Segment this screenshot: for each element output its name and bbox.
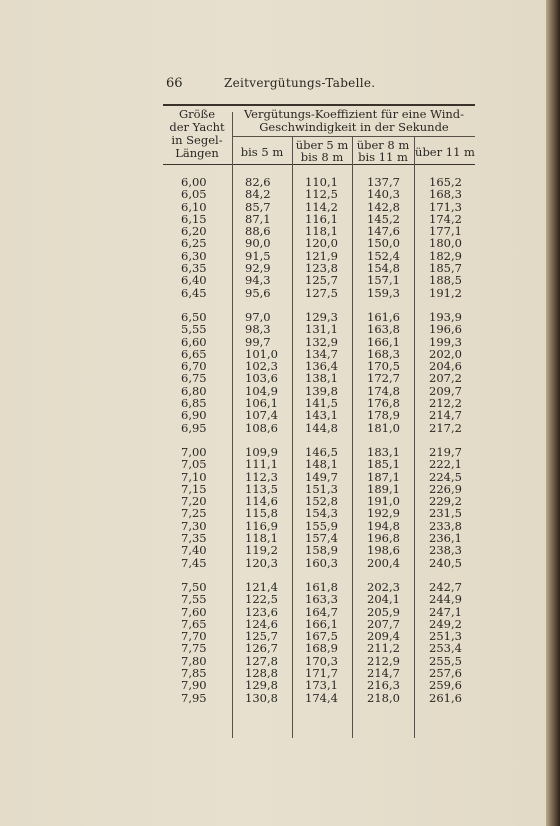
- coef-5-8m-cell: 164,7: [305, 604, 338, 619]
- coef-5-8m-cell: 148,1: [305, 457, 338, 472]
- coef-over-11m-cell: 217,2: [429, 420, 462, 435]
- coef-over-11m-cell: 202,0: [429, 346, 462, 361]
- coef-over-11m-cell: 255,5: [429, 653, 462, 668]
- coef-8-11m-cell: 189,1: [367, 481, 400, 496]
- header-line: der Yacht: [169, 120, 225, 134]
- coef-over-11m-cell: 219,7: [429, 444, 462, 459]
- coef-bis-5m-cell: 98,3: [245, 322, 271, 337]
- coef-bis-5m-cell: 112,3: [245, 469, 278, 484]
- coef-bis-5m-cell: 122,5: [245, 592, 278, 607]
- coef-over-11m-cell: 165,2: [429, 175, 462, 189]
- coef-over-11m-cell: 193,9: [429, 309, 462, 324]
- coef-over-11m-cell: 199,3: [429, 334, 462, 349]
- yacht-size-cell: 6,75: [181, 371, 207, 386]
- yacht-size-cell: 6,00: [181, 175, 207, 189]
- coef-5-8m-cell: 161,8: [305, 579, 338, 594]
- coef-8-11m-cell: 181,0: [367, 420, 400, 435]
- coef-over-11m-cell: 182,9: [429, 248, 462, 263]
- coef-over-11m-cell: 180,0: [429, 236, 462, 251]
- page-number: 66: [166, 76, 183, 91]
- coef-5-8m-cell: 143,1: [305, 408, 338, 423]
- table-row: [163, 372, 475, 384]
- table-header-rule: [163, 164, 475, 165]
- coef-8-11m-cell: 218,0: [367, 690, 400, 705]
- yacht-size-cell: 7,95: [181, 690, 207, 705]
- coef-bis-5m-cell: 113,5: [245, 481, 278, 496]
- coef-bis-5m-cell: 102,3: [245, 359, 278, 374]
- yacht-size-cell: 7,35: [181, 531, 207, 546]
- coef-over-11m-cell: 242,7: [429, 579, 462, 594]
- coef-over-11m-cell: 238,3: [429, 543, 462, 558]
- coef-bis-5m-cell: 107,4: [245, 408, 278, 423]
- yacht-size-cell: 7,60: [181, 604, 207, 619]
- coef-5-8m-cell: 146,5: [305, 444, 338, 459]
- coef-5-8m-cell: 132,9: [305, 334, 338, 349]
- coef-5-8m-cell: 155,9: [305, 518, 338, 533]
- coef-over-11m-cell: 222,1: [429, 457, 462, 472]
- yacht-size-cell: 7,00: [181, 444, 207, 459]
- coef-bis-5m-cell: 120,3: [245, 555, 278, 570]
- coef-5-8m-cell: 138,1: [305, 371, 338, 386]
- yacht-size-cell: 7,20: [181, 494, 207, 509]
- yacht-size-cell: 6,45: [181, 285, 207, 300]
- coef-8-11m-cell: 194,8: [367, 518, 400, 533]
- yacht-size-cell: 7,75: [181, 641, 207, 656]
- coef-8-11m-cell: 191,0: [367, 494, 400, 509]
- yacht-size-cell: 6,20: [181, 224, 207, 239]
- yacht-size-cell: 7,50: [181, 579, 207, 594]
- coef-bis-5m-cell: 99,7: [245, 334, 271, 349]
- table-row: [163, 557, 475, 569]
- coef-8-11m-cell: 150,0: [367, 236, 400, 251]
- yacht-size-cell: 6,30: [181, 248, 207, 263]
- coef-over-11m-cell: 214,7: [429, 408, 462, 423]
- coef-bis-5m-cell: 106,1: [245, 396, 278, 411]
- coef-8-11m-cell: 214,7: [367, 665, 400, 680]
- coef-5-8m-cell: 127,5: [305, 285, 338, 300]
- column-header-yacht-size: [163, 108, 231, 160]
- coef-over-11m-cell: 196,6: [429, 322, 462, 337]
- column-header-coefficient: [233, 108, 475, 134]
- coef-8-11m-cell: 170,5: [367, 359, 400, 374]
- coef-8-11m-cell: 140,3: [367, 187, 400, 202]
- table-row: [163, 507, 475, 519]
- coef-5-8m-cell: 129,3: [305, 309, 338, 324]
- subheader-rule: [233, 136, 475, 137]
- coef-5-8m-cell: 116,1: [305, 211, 338, 226]
- subheader-over-11m: [415, 146, 475, 158]
- coef-8-11m-cell: 183,1: [367, 444, 400, 459]
- yacht-size-cell: 7,65: [181, 616, 207, 631]
- coef-5-8m-cell: 118,1: [305, 224, 338, 239]
- coef-8-11m-cell: 161,6: [367, 309, 400, 324]
- coef-8-11m-cell: 168,3: [367, 346, 400, 361]
- subheader-line: bis 11 m: [358, 150, 408, 164]
- coef-5-8m-cell: 125,7: [305, 273, 338, 288]
- coef-8-11m-cell: 196,8: [367, 531, 400, 546]
- yacht-size-cell: 7,45: [181, 555, 207, 570]
- coef-bis-5m-cell: 118,1: [245, 531, 278, 546]
- coef-over-11m-cell: 168,3: [429, 187, 462, 202]
- coef-8-11m-cell: 192,9: [367, 506, 400, 521]
- coef-bis-5m-cell: 127,8: [245, 653, 278, 668]
- yacht-size-cell: 7,40: [181, 543, 207, 558]
- yacht-size-cell: 6,05: [181, 187, 207, 202]
- yacht-size-cell: 6,10: [181, 199, 207, 214]
- yacht-size-cell: 5,55: [181, 322, 207, 337]
- coef-bis-5m-cell: 128,8: [245, 665, 278, 680]
- table-row: [163, 544, 475, 556]
- coef-5-8m-cell: 110,1: [305, 175, 338, 189]
- yacht-size-cell: 6,65: [181, 346, 207, 361]
- coef-bis-5m-cell: 116,9: [245, 518, 278, 533]
- coef-5-8m-cell: 120,0: [305, 236, 338, 251]
- yacht-size-cell: 6,85: [181, 396, 207, 411]
- coef-8-11m-cell: 176,8: [367, 396, 400, 411]
- coef-8-11m-cell: 211,2: [367, 641, 400, 656]
- coef-bis-5m-cell: 95,6: [245, 285, 271, 300]
- coef-bis-5m-cell: 92,9: [245, 261, 271, 276]
- coef-8-11m-cell: 152,4: [367, 248, 400, 263]
- coef-8-11m-cell: 137,7: [367, 175, 400, 189]
- coef-5-8m-cell: 131,1: [305, 322, 338, 337]
- table-row: [163, 422, 475, 434]
- coef-5-8m-cell: 144,8: [305, 420, 338, 435]
- table-row: [163, 409, 475, 421]
- coef-bis-5m-cell: 94,3: [245, 273, 271, 288]
- table-row: [163, 287, 475, 299]
- coef-8-11m-cell: 163,8: [367, 322, 400, 337]
- yacht-size-cell: 7,10: [181, 469, 207, 484]
- yacht-size-cell: 7,05: [181, 457, 207, 472]
- coef-5-8m-cell: 151,3: [305, 481, 338, 496]
- coef-over-11m-cell: 207,2: [429, 371, 462, 386]
- coef-8-11m-cell: 145,2: [367, 211, 400, 226]
- yacht-size-cell: 6,35: [181, 261, 207, 276]
- yacht-size-cell: 6,25: [181, 236, 207, 251]
- coef-bis-5m-cell: 111,1: [245, 457, 278, 472]
- coef-over-11m-cell: 247,1: [429, 604, 462, 619]
- coef-over-11m-cell: 212,2: [429, 396, 462, 411]
- coef-bis-5m-cell: 103,6: [245, 371, 278, 386]
- coef-8-11m-cell: 166,1: [367, 334, 400, 349]
- coef-8-11m-cell: 185,1: [367, 457, 400, 472]
- coef-8-11m-cell: 157,1: [367, 273, 400, 288]
- coef-5-8m-cell: 158,9: [305, 543, 338, 558]
- table-row: [163, 593, 475, 605]
- page-header: [166, 76, 476, 94]
- coef-5-8m-cell: 136,4: [305, 359, 338, 374]
- coef-over-11m-cell: 231,5: [429, 506, 462, 521]
- table-body: [163, 176, 475, 704]
- coef-over-11m-cell: 257,6: [429, 665, 462, 680]
- table-row: [163, 642, 475, 654]
- coef-5-8m-cell: 152,8: [305, 494, 338, 509]
- header-line: Geschwindigkeit in der Sekunde: [259, 120, 449, 134]
- coef-8-11m-cell: 178,9: [367, 408, 400, 423]
- coef-8-11m-cell: 212,9: [367, 653, 400, 668]
- subheader-line: bis 5 m: [240, 145, 284, 159]
- table-top-rule: [163, 104, 475, 106]
- coef-over-11m-cell: 171,3: [429, 199, 462, 214]
- coef-5-8m-cell: 168,9: [305, 641, 338, 656]
- yacht-size-cell: 6,50: [181, 309, 207, 324]
- yacht-size-cell: 7,70: [181, 629, 207, 644]
- coef-bis-5m-cell: 104,9: [245, 383, 278, 398]
- book-spine: [546, 0, 560, 826]
- coef-bis-5m-cell: 85,7: [245, 199, 271, 214]
- yacht-size-cell: 7,80: [181, 653, 207, 668]
- coef-5-8m-cell: 171,7: [305, 665, 338, 680]
- yacht-size-cell: 6,70: [181, 359, 207, 374]
- subheader-line: über 5 m: [295, 138, 349, 152]
- coef-over-11m-cell: 209,7: [429, 383, 462, 398]
- coef-over-11m-cell: 236,1: [429, 531, 462, 546]
- yacht-size-cell: 7,85: [181, 665, 207, 680]
- coef-5-8m-cell: 134,7: [305, 346, 338, 361]
- yacht-size-cell: 7,15: [181, 481, 207, 496]
- coef-8-11m-cell: 187,1: [367, 469, 400, 484]
- coef-bis-5m-cell: 114,6: [245, 494, 278, 509]
- yacht-size-cell: 6,15: [181, 211, 207, 226]
- coef-over-11m-cell: 251,3: [429, 629, 462, 644]
- coef-bis-5m-cell: 115,8: [245, 506, 278, 521]
- table-row: [163, 606, 475, 618]
- coef-8-11m-cell: 207,7: [367, 616, 400, 631]
- coef-bis-5m-cell: 90,0: [245, 236, 271, 251]
- coef-8-11m-cell: 198,6: [367, 543, 400, 558]
- yacht-size-cell: 7,55: [181, 592, 207, 607]
- table-row: [163, 471, 475, 483]
- yacht-size-cell: 6,60: [181, 334, 207, 349]
- coef-over-11m-cell: 253,4: [429, 641, 462, 656]
- coef-bis-5m-cell: 121,4: [245, 579, 278, 594]
- subheader-bis-5m: [233, 146, 291, 158]
- coef-bis-5m-cell: 123,6: [245, 604, 278, 619]
- table-row: [163, 237, 475, 249]
- coef-bis-5m-cell: 91,5: [245, 248, 271, 263]
- coef-over-11m-cell: 204,6: [429, 359, 462, 374]
- coef-over-11m-cell: 185,7: [429, 261, 462, 276]
- coef-over-11m-cell: 259,6: [429, 678, 462, 693]
- subheader-line: über 11 m: [415, 145, 475, 159]
- coef-5-8m-cell: 174,4: [305, 690, 338, 705]
- coef-bis-5m-cell: 124,6: [245, 616, 278, 631]
- coef-bis-5m-cell: 101,0: [245, 346, 278, 361]
- table-row: [163, 679, 475, 691]
- coef-over-11m-cell: 233,8: [429, 518, 462, 533]
- coef-8-11m-cell: 159,3: [367, 285, 400, 300]
- coef-5-8m-cell: 154,3: [305, 506, 338, 521]
- yacht-size-cell: 7,90: [181, 678, 207, 693]
- coef-over-11m-cell: 249,2: [429, 616, 462, 631]
- coef-bis-5m-cell: 129,8: [245, 678, 278, 693]
- coef-5-8m-cell: 121,9: [305, 248, 338, 263]
- coef-5-8m-cell: 139,8: [305, 383, 338, 398]
- table-row: [163, 323, 475, 335]
- subheader-line: bis 8 m: [300, 150, 344, 164]
- coef-5-8m-cell: 141,5: [305, 396, 338, 411]
- coef-bis-5m-cell: 125,7: [245, 629, 278, 644]
- coef-over-11m-cell: 191,2: [429, 285, 462, 300]
- coef-5-8m-cell: 163,3: [305, 592, 338, 607]
- coef-5-8m-cell: 112,5: [305, 187, 338, 202]
- yacht-size-cell: 7,30: [181, 518, 207, 533]
- coef-8-11m-cell: 200,4: [367, 555, 400, 570]
- coef-8-11m-cell: 174,8: [367, 383, 400, 398]
- coef-8-11m-cell: 205,9: [367, 604, 400, 619]
- coef-5-8m-cell: 149,7: [305, 469, 338, 484]
- coef-5-8m-cell: 166,1: [305, 616, 338, 631]
- coef-bis-5m-cell: 126,7: [245, 641, 278, 656]
- coef-bis-5m-cell: 97,0: [245, 309, 271, 324]
- coef-8-11m-cell: 204,1: [367, 592, 400, 607]
- coef-bis-5m-cell: 108,6: [245, 420, 278, 435]
- coef-8-11m-cell: 147,6: [367, 224, 400, 239]
- coef-8-11m-cell: 172,7: [367, 371, 400, 386]
- yacht-size-cell: 6,80: [181, 383, 207, 398]
- header-line: Größe: [178, 107, 216, 121]
- coef-over-11m-cell: 229,2: [429, 494, 462, 509]
- table-row: [163, 336, 475, 348]
- table-row: [163, 274, 475, 286]
- yacht-size-cell: 6,40: [181, 273, 207, 288]
- yacht-size-cell: 6,95: [181, 420, 207, 435]
- coef-over-11m-cell: 261,6: [429, 690, 462, 705]
- coef-5-8m-cell: 167,5: [305, 629, 338, 644]
- subheader-8-11m: [353, 139, 413, 163]
- coef-over-11m-cell: 174,2: [429, 211, 462, 226]
- coef-over-11m-cell: 224,5: [429, 469, 462, 484]
- coef-over-11m-cell: 240,5: [429, 555, 462, 570]
- coef-8-11m-cell: 202,3: [367, 579, 400, 594]
- coef-over-11m-cell: 177,1: [429, 224, 462, 239]
- coef-8-11m-cell: 142,8: [367, 199, 400, 214]
- subheader-5-8m: [293, 139, 351, 163]
- table-row: [163, 692, 475, 704]
- header-line: in Segel-: [171, 133, 223, 147]
- table-row: [163, 188, 475, 200]
- coef-8-11m-cell: 154,8: [367, 261, 400, 276]
- subheader-line: über 8 m: [356, 138, 410, 152]
- page-title: Zeitvergütungs-Tabelle.: [224, 76, 376, 90]
- coef-bis-5m-cell: 88,6: [245, 224, 271, 239]
- coef-5-8m-cell: 114,2: [305, 199, 338, 214]
- coef-5-8m-cell: 160,3: [305, 555, 338, 570]
- coef-5-8m-cell: 123,8: [305, 261, 338, 276]
- yacht-size-cell: 6,90: [181, 408, 207, 423]
- coef-5-8m-cell: 173,1: [305, 678, 338, 693]
- coef-bis-5m-cell: 119,2: [245, 543, 278, 558]
- coef-bis-5m-cell: 84,2: [245, 187, 271, 202]
- coef-bis-5m-cell: 82,6: [245, 175, 271, 189]
- coef-bis-5m-cell: 109,9: [245, 444, 278, 459]
- coef-bis-5m-cell: 87,1: [245, 211, 271, 226]
- table-row: [163, 458, 475, 470]
- yacht-size-cell: 7,25: [181, 506, 207, 521]
- coef-over-11m-cell: 226,9: [429, 481, 462, 496]
- coef-8-11m-cell: 209,4: [367, 629, 400, 644]
- header-line: Längen: [175, 146, 219, 160]
- header-line: Vergütungs-Koeffizient für eine Wind-: [243, 107, 465, 121]
- coef-5-8m-cell: 170,3: [305, 653, 338, 668]
- coef-5-8m-cell: 157,4: [305, 531, 338, 546]
- coef-8-11m-cell: 216,3: [367, 678, 400, 693]
- coef-over-11m-cell: 188,5: [429, 273, 462, 288]
- coef-bis-5m-cell: 130,8: [245, 690, 278, 705]
- coef-over-11m-cell: 244,9: [429, 592, 462, 607]
